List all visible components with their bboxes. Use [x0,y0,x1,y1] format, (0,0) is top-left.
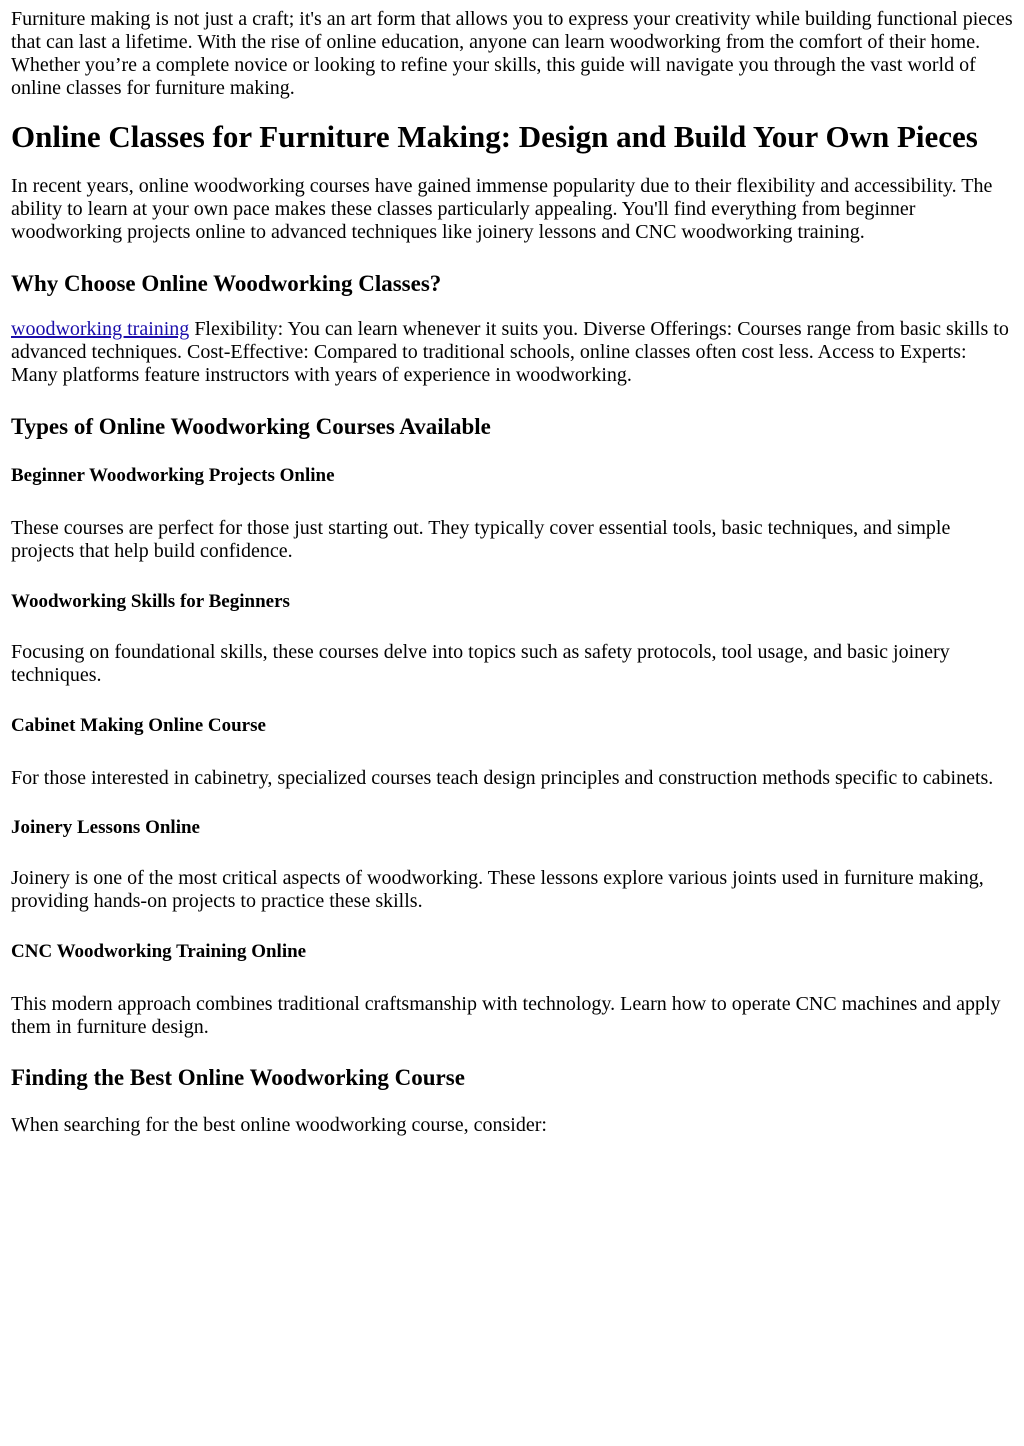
page-title: Online Classes for Furniture Making: Design and Build Your Own Pieces [11,119,978,154]
course-title-cabinet-making: Cabinet Making Online Course [11,715,266,736]
why-paragraph [11,318,1013,387]
course-description-cnc: This modern approach combines traditional craftsmanship with technology. Learn how to operate CNC machines and apply them in furniture design. [11,993,1001,1038]
course-title-beginner-projects: Beginner Woodworking Projects Online [11,465,335,486]
course-description-beginner-skills: Focusing on foundational skills, these courses delve into topics such as safety protocols, tool usage, and basic joinery techniques. [11,641,950,686]
course-description-beginner-projects: These courses are perfect for those just starting out. They typically cover essential tools, basic techniques, and simple projects that help build confidence. [11,517,951,562]
course-description-joinery: Joinery is one of the most critical aspects of woodworking. These lessons explore various joints used in furniture making, providing hands-on projects to practice these skills. [11,867,984,912]
why-heading: Why Choose Online Woodworking Classes? [11,271,442,296]
woodworking-training-link[interactable]: woodworking training [11,318,190,340]
course-description-cabinet-making: For those interested in cabinetry, specialized courses teach design principles and construction methods specific to cabinets. [11,767,994,789]
types-heading: Types of Online Woodworking Courses Available [11,414,491,439]
course-title-cnc: CNC Woodworking Training Online [11,941,307,962]
course-title-beginner-skills: Woodworking Skills for Beginners [11,591,290,612]
intro-paragraph: Furniture making is not just a craft; it's an art form that allows you to express your creativity while building functional pieces that can last a lifetime. With the rise of online education, anyone can learn woodworking from the comfort of their home. Whether you’re a complete novice or looking to refine your skills, this guide will navigate you through the vast world of online classes for furniture making. [11,8,1013,99]
why-text: Flexibility: You can learn whenever it suits you. Diverse Offerings: Courses range from basic skills to advanced techniques. Cost-Effective: Compared to traditional schools, online classes often cost less. Access to Experts: Many platforms feature instructors with years of experience in woodworking. [11,318,1009,386]
overview-paragraph: In recent years, online woodworking courses have gained immense popularity due to their flexibility and accessibility. The ability to learn at your own pace makes these classes particularly appealing. You'll find everything from beginner woodworking projects online to advanced techniques like joinery lessons and CNC woodworking training. [11,175,993,243]
course-title-joinery: Joinery Lessons Online [11,817,200,838]
finding-paragraph: When searching for the best online woodworking course, consider: [11,1114,547,1136]
finding-heading: Finding the Best Online Woodworking Course [11,1065,465,1090]
